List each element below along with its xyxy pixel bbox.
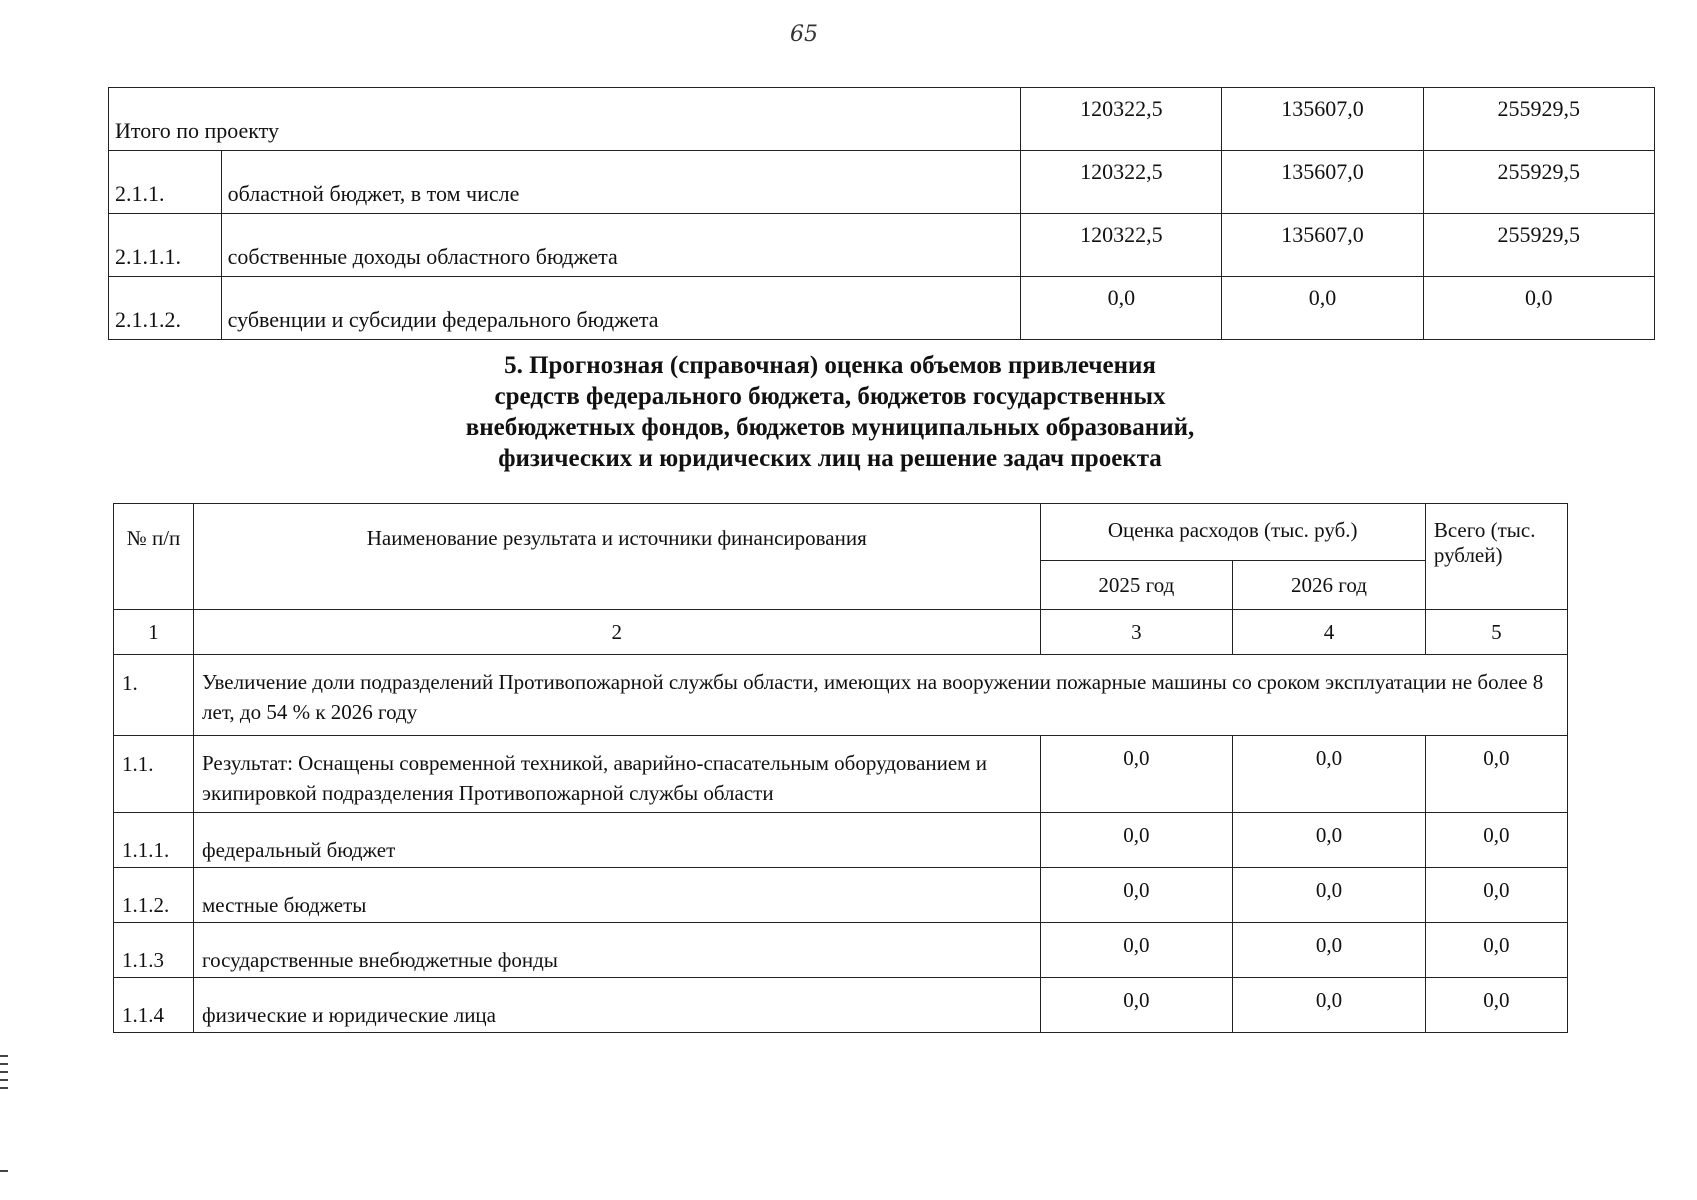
task-row xyxy=(114,655,1568,736)
column-number: 2 xyxy=(194,610,1040,655)
row-code: 1.1.1. xyxy=(114,813,194,868)
value-total: 0,0 xyxy=(1425,736,1567,813)
section-heading xyxy=(330,350,1330,474)
value-2026: 0,0 xyxy=(1222,277,1423,340)
value-2026: 0,0 xyxy=(1233,978,1426,1033)
heading-line: физических и юридических лиц на решение задач проекта xyxy=(498,445,1162,472)
header-total: Всего (тыс. рублей) xyxy=(1425,504,1567,610)
value-total: 0,0 xyxy=(1425,813,1567,868)
value-2026: 0,0 xyxy=(1233,813,1426,868)
row-code: 1.1. xyxy=(114,736,194,813)
value-2026: 0,0 xyxy=(1233,868,1426,923)
value-total: 0,0 xyxy=(1425,868,1567,923)
table-row xyxy=(114,978,1568,1033)
row-name: собственные доходы областного бюджета xyxy=(221,214,1021,277)
row-name: субвенции и субсидии федерального бюджета xyxy=(221,277,1021,340)
page-number: 65 xyxy=(790,22,818,47)
header-name: Наименование результата и источники финансирования xyxy=(194,504,1040,610)
table-row xyxy=(114,813,1568,868)
column-number: 3 xyxy=(1040,610,1233,655)
row-name: физические и юридические лица xyxy=(194,978,1040,1033)
value-2025: 120322,5 xyxy=(1021,88,1222,151)
header-year-2026: 2026 год xyxy=(1233,561,1426,610)
row-code: 1.1.2. xyxy=(114,868,194,923)
value-total: 0,0 xyxy=(1425,978,1567,1033)
task-code: 1. xyxy=(114,655,194,736)
task-text: Увеличение доли подразделений Противопожарной службы области, имеющих на вооружении пожарные машины со сроком эксплуатации не более 8 лет, до 54 % к 2026 году xyxy=(194,655,1568,736)
funding-estimate-table xyxy=(113,503,1568,1033)
heading-line: внебюджетных фондов, бюджетов муниципальных образований, xyxy=(465,414,1195,441)
column-number-row xyxy=(114,610,1568,655)
value-2026: 0,0 xyxy=(1233,736,1426,813)
value-2025: 0,0 xyxy=(1040,736,1233,813)
value-total: 255929,5 xyxy=(1423,151,1654,214)
table-row xyxy=(109,88,1655,151)
value-total: 0,0 xyxy=(1423,277,1654,340)
table-row xyxy=(109,214,1655,277)
value-2025: 120322,5 xyxy=(1021,151,1222,214)
table-row xyxy=(109,151,1655,214)
table-row xyxy=(109,277,1655,340)
row-name: местные бюджеты xyxy=(194,868,1040,923)
row-name: федеральный бюджет xyxy=(194,813,1040,868)
header-num: № п/п xyxy=(114,504,194,610)
value-2025: 0,0 xyxy=(1040,978,1233,1033)
value-2025: 0,0 xyxy=(1040,868,1233,923)
table-row xyxy=(114,923,1568,978)
value-2025: 120322,5 xyxy=(1021,214,1222,277)
row-code: 1.1.4 xyxy=(114,978,194,1033)
value-2026: 135607,0 xyxy=(1222,88,1423,151)
value-2025: 0,0 xyxy=(1021,277,1222,340)
value-total: 255929,5 xyxy=(1423,88,1654,151)
column-number: 1 xyxy=(114,610,194,655)
value-2025: 0,0 xyxy=(1040,923,1233,978)
row-name: государственные внебюджетные фонды xyxy=(194,923,1040,978)
value-2025: 0,0 xyxy=(1040,813,1233,868)
value-2026: 135607,0 xyxy=(1222,151,1423,214)
scan-edge-marks xyxy=(0,1055,8,1095)
row-code: 2.1.1. xyxy=(109,151,222,214)
row-name: областной бюджет, в том числе xyxy=(221,151,1021,214)
value-total: 255929,5 xyxy=(1423,214,1654,277)
value-total: 0,0 xyxy=(1425,923,1567,978)
value-2026: 135607,0 xyxy=(1222,214,1423,277)
header-year-2025: 2025 год xyxy=(1040,561,1233,610)
row-code: 1.1.3 xyxy=(114,923,194,978)
row-name: Результат: Оснащены современной техникой, аварийно-спасательным оборудованием и экипировкой подразделения Противопожарной службы области xyxy=(194,736,1040,813)
heading-line: 5. Прогнозная (справочная) оценка объемов привлечения xyxy=(504,352,1156,379)
column-number: 5 xyxy=(1425,610,1567,655)
value-2026: 0,0 xyxy=(1233,923,1426,978)
scan-edge-mark xyxy=(0,1170,8,1172)
row-code: 2.1.1.1. xyxy=(109,214,222,277)
row-code: 2.1.1.2. xyxy=(109,277,222,340)
heading-line: средств федерального бюджета, бюджетов государственных xyxy=(494,383,1166,410)
budget-summary-table xyxy=(108,87,1655,340)
header-row xyxy=(114,504,1568,561)
header-estimate: Оценка расходов (тыс. руб.) xyxy=(1040,504,1425,561)
row-name: Итого по проекту xyxy=(109,88,1021,151)
table-row xyxy=(114,868,1568,923)
table-row xyxy=(114,736,1568,813)
column-number: 4 xyxy=(1233,610,1426,655)
